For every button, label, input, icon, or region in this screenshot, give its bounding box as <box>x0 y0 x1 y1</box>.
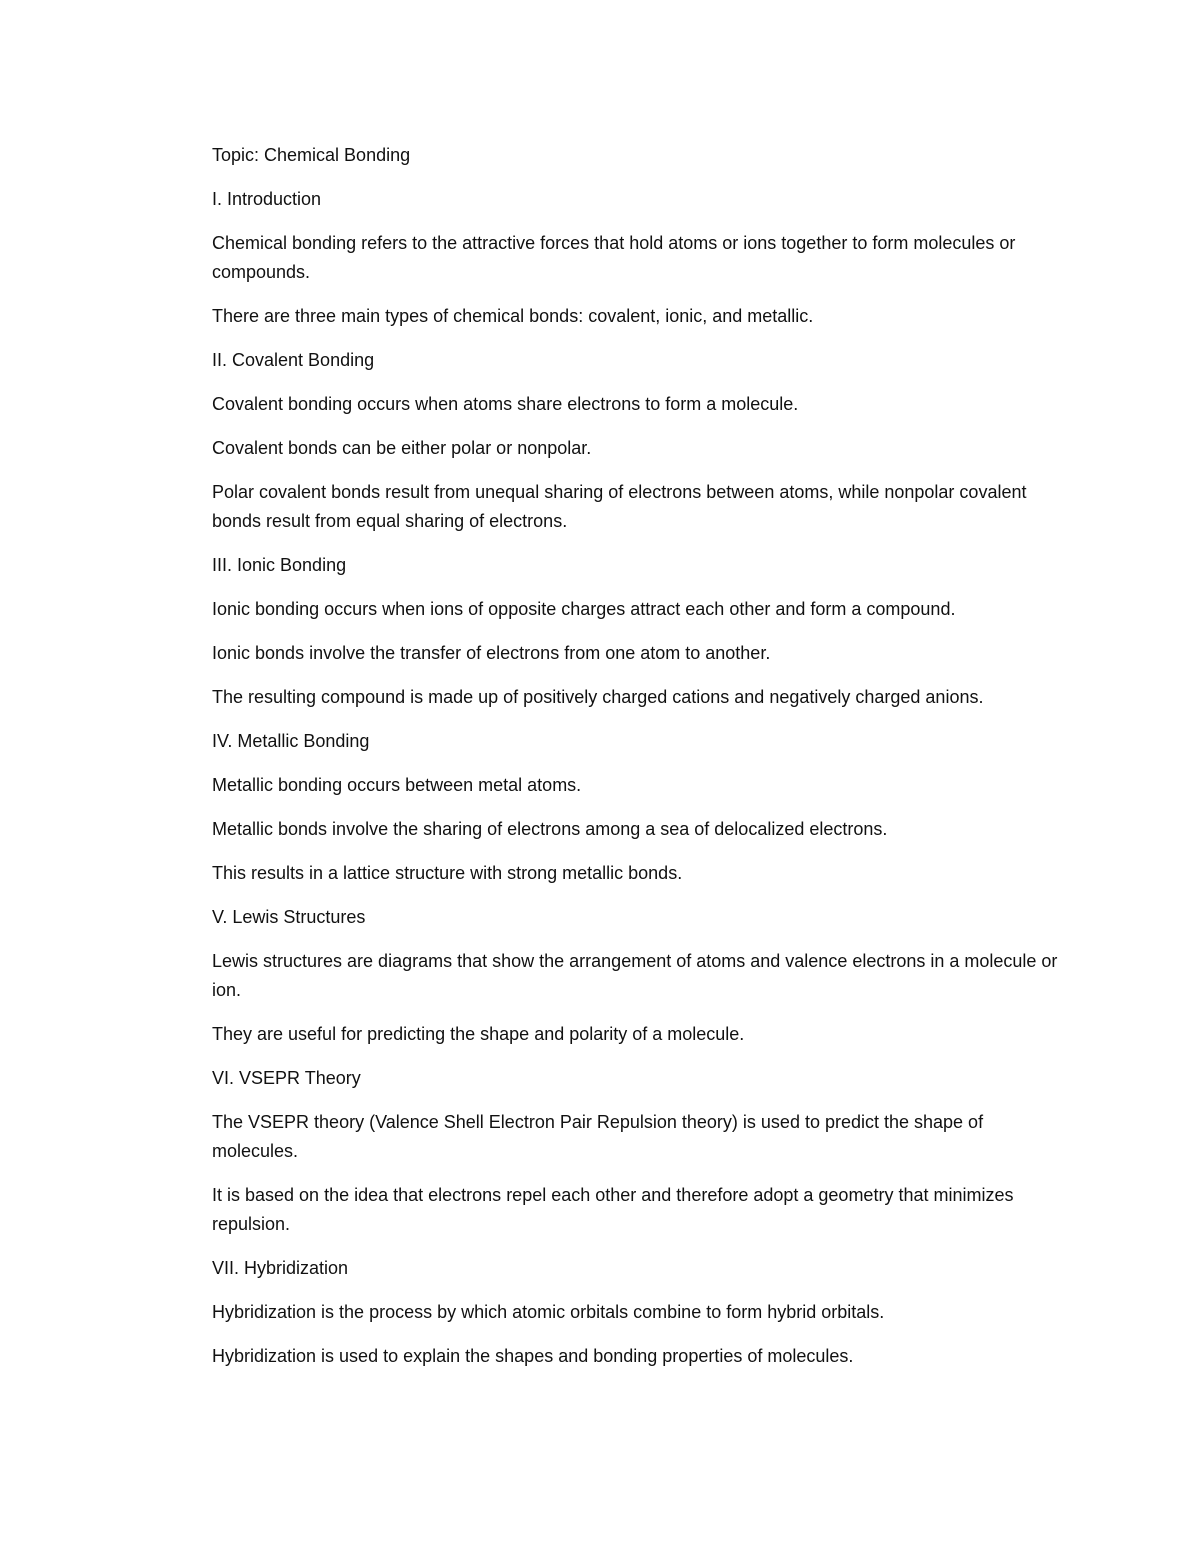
document-body <box>212 141 1072 1386</box>
section-heading-lewis-structures: V. Lewis Structures <box>212 907 366 927</box>
paragraph: Chemical bonding refers to the attractive forces that hold atoms or ions together to form molecules or compounds. <box>212 233 1016 282</box>
paragraph: The VSEPR theory (Valence Shell Electron Pair Repulsion theory) is used to predict the shape of molecules. <box>212 1112 984 1161</box>
section-heading-vsepr-theory: VI. VSEPR Theory <box>212 1068 361 1088</box>
paragraph: Lewis structures are diagrams that show the arrangement of atoms and valence electrons in a molecule or ion. <box>212 951 1058 1000</box>
paragraph: Metallic bonding occurs between metal atoms. <box>212 775 582 795</box>
paragraph: Polar covalent bonds result from unequal sharing of electrons between atoms, while nonpolar covalent bonds result from equal sharing of electrons. <box>212 482 1027 531</box>
section-heading-covalent-bonding: II. Covalent Bonding <box>212 350 375 370</box>
paragraph: Ionic bonding occurs when ions of opposite charges attract each other and form a compound. <box>212 599 956 619</box>
section-heading-introduction: I. Introduction <box>212 189 322 209</box>
paragraph: Hybridization is used to explain the shapes and bonding properties of molecules. <box>212 1346 854 1366</box>
paragraph: Covalent bonds can be either polar or nonpolar. <box>212 438 592 458</box>
paragraph: This results in a lattice structure with strong metallic bonds. <box>212 863 683 883</box>
paragraph: Hybridization is the process by which atomic orbitals combine to form hybrid orbitals. <box>212 1302 885 1322</box>
paragraph: Metallic bonds involve the sharing of electrons among a sea of delocalized electrons. <box>212 819 888 839</box>
paragraph: Covalent bonding occurs when atoms share electrons to form a molecule. <box>212 394 799 414</box>
paragraph: The resulting compound is made up of positively charged cations and negatively charged anions. <box>212 687 984 707</box>
paragraph: They are useful for predicting the shape and polarity of a molecule. <box>212 1024 745 1044</box>
paragraph: Ionic bonds involve the transfer of electrons from one atom to another. <box>212 643 771 663</box>
paragraph: There are three main types of chemical bonds: covalent, ionic, and metallic. <box>212 306 814 326</box>
document-title: Topic: Chemical Bonding <box>212 145 411 165</box>
section-heading-ionic-bonding: III. Ionic Bonding <box>212 555 347 575</box>
paragraph: It is based on the idea that electrons repel each other and therefore adopt a geometry that minimizes repulsion. <box>212 1185 1014 1234</box>
section-heading-metallic-bonding: IV. Metallic Bonding <box>212 731 370 751</box>
section-heading-hybridization: VII. Hybridization <box>212 1258 349 1278</box>
